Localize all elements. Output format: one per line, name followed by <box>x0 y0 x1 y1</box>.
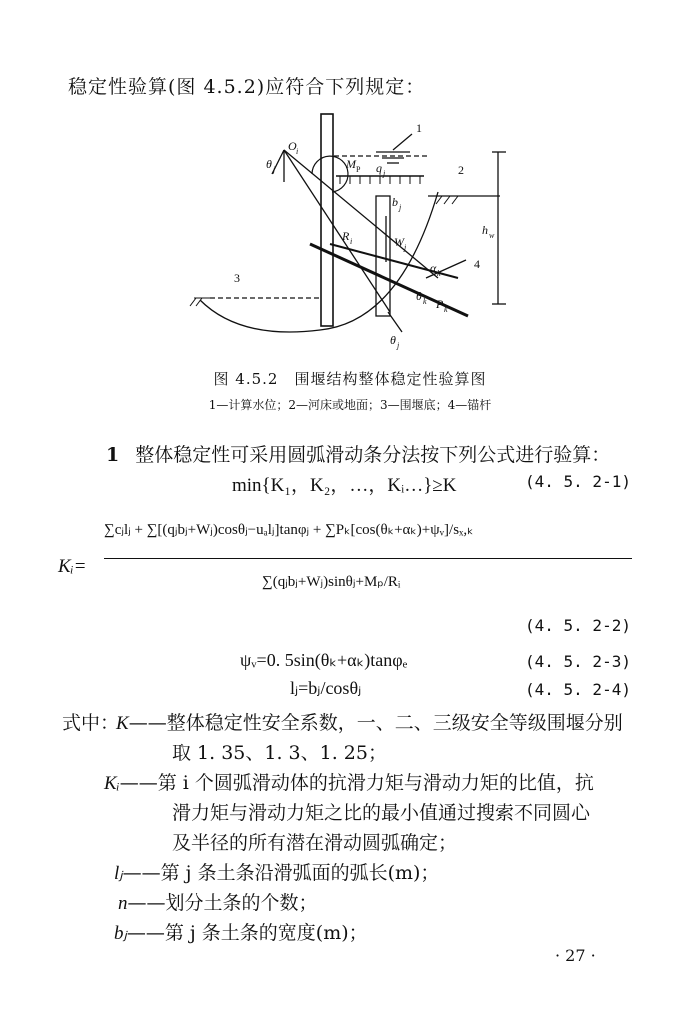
equation-1-body: min{K₁，K₂，…，Kᵢ…}≥K <box>232 475 457 496</box>
def-k-symbol: K——整体稳定性安全系数，一、二、三级安全等级围堰分别 <box>116 712 623 734</box>
svg-text:j: j <box>383 169 386 178</box>
def-lj-symbol: lⱼ——第 j 条土条沿滑弧面的弧长(m)； <box>114 862 440 884</box>
equation-3: ψᵥ=0. 5sin(θₖ+αₖ)tanφₑ <box>240 650 408 670</box>
def-n-symbol: n——划分土条的个数； <box>118 892 318 914</box>
label-qj: q <box>376 161 382 175</box>
label-oi: O <box>288 139 297 153</box>
clause-text: 整体稳定性可采用圆弧滑动条分法按下列公式进行验算： <box>135 444 611 466</box>
equation-4-number: (4. 5. 2-4) <box>525 680 631 699</box>
equation-2-denominator: ∑(qⱼbⱼ+Wⱼ)sinθⱼ+Mₚ/Rᵢ <box>262 574 401 590</box>
svg-text:w: w <box>489 231 495 240</box>
equation-2-lhs: Kᵢ= <box>58 556 87 577</box>
def-ki-line3: 及半径的所有潜在滑动圆弧确定； <box>172 832 458 854</box>
label-wj: W <box>394 235 404 249</box>
svg-text:j: j <box>397 341 400 350</box>
svg-text:k: k <box>437 269 441 278</box>
svg-text:P: P <box>356 165 361 174</box>
def-bj-symbol: bⱼ——第 j 条土条的宽度(m)； <box>114 922 368 944</box>
label-1: 1 <box>416 121 422 135</box>
fraction-bar <box>104 558 632 559</box>
equation-2-number: (4. 5. 2-2) <box>525 616 631 635</box>
def-ki-line2: 滑力矩与滑动力矩之比的最小值通过搜索不同圆心 <box>172 802 591 824</box>
equation-3-number: (4. 5. 2-3) <box>525 652 631 671</box>
definitions-prefix: 式中： <box>62 712 120 734</box>
label-pk: P <box>436 297 444 311</box>
def-k-line2: 取 1. 35、1. 3、1. 25； <box>172 742 387 764</box>
label-3: 3 <box>234 271 240 285</box>
page-number: · 27 · <box>555 946 596 965</box>
figure-legend: 1—计算水位；2—河床或地面；3—围堰底；4—锚杆 <box>208 398 492 412</box>
svg-text:i: i <box>350 237 353 246</box>
slip-arc <box>200 192 438 332</box>
svg-text:k: k <box>444 305 448 314</box>
label-mp: M <box>346 157 356 171</box>
equation-4: lⱼ=bⱼ/cosθⱼ <box>290 678 362 698</box>
stability-diagram <box>180 112 520 362</box>
figure-caption: 图 4.5.2 围堰结构整体稳定性验算图 <box>213 370 487 388</box>
svg-text:j: j <box>404 243 407 252</box>
label-hw: h <box>482 223 488 237</box>
intro-heading: 稳定性验算(图 4.5.2)应符合下列规定： <box>68 76 426 98</box>
label-theta-k: θ <box>416 289 422 303</box>
label-theta-j: θ <box>266 157 272 171</box>
equation-2-numerator: ∑cⱼlⱼ + ∑[(qⱼbⱼ+Wⱼ)cosθⱼ−uₐlⱼ]tanφⱼ + ∑Pₖ[cos(θₖ+αₖ)+ψᵥ]/sₓ,ₖ <box>104 522 474 538</box>
label-theta-j2: θ <box>390 333 396 347</box>
label-2: 2 <box>458 163 464 177</box>
label-alpha-k: α <box>430 261 437 275</box>
svg-text:i: i <box>296 147 299 156</box>
label-ri: R <box>342 229 350 243</box>
svg-text:j: j <box>399 203 402 212</box>
sheet-pile-wall <box>321 114 333 326</box>
clause-number: 1 <box>106 444 120 466</box>
label-bj: b <box>392 195 398 209</box>
svg-text:j: j <box>273 165 276 174</box>
def-ki-symbol: Kᵢ——第 i 个圆弧滑动体的抗滑力矩与滑动力矩的比值，抗 <box>104 772 594 794</box>
equation-1 <box>232 470 456 497</box>
clause-1 <box>106 440 610 467</box>
equation-1-number: (4. 5. 2-1) <box>525 472 631 491</box>
label-4: 4 <box>474 257 480 271</box>
svg-text:k: k <box>423 297 427 306</box>
